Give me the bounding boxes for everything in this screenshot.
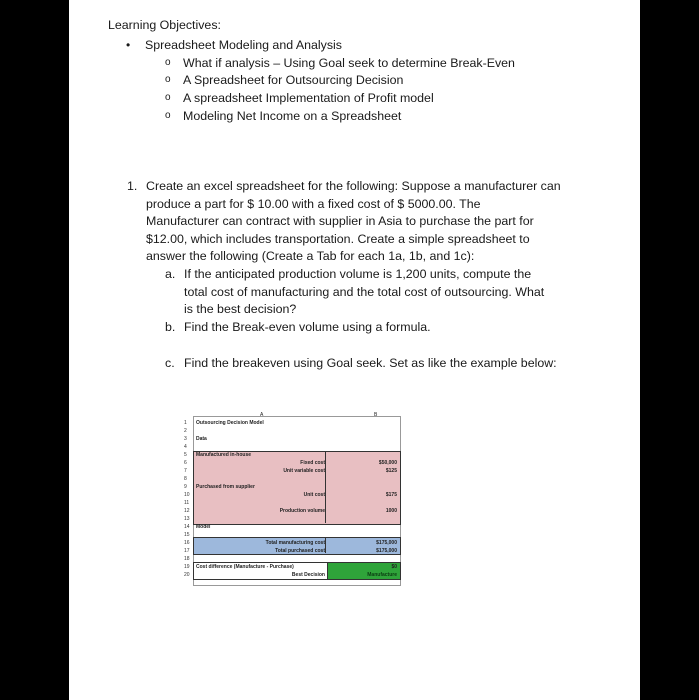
row-number: 3 [184, 436, 187, 442]
question-line: $12.00, which includes transportation. Create a simple spreadsheet to [146, 232, 530, 246]
data-block-divider [325, 451, 326, 523]
question-number: 1. [127, 179, 138, 193]
row-number: 12 [184, 508, 190, 514]
part-b-text: Find the Break-even volume using a formula. [184, 320, 431, 334]
unit-variable-cost-value: $125 [385, 468, 397, 474]
objective-item: A Spreadsheet for Outsourcing Decision [183, 73, 404, 87]
row-number: 19 [184, 564, 190, 570]
row-number: 2 [184, 428, 187, 434]
column-header-b: B [374, 412, 378, 418]
row-number: 15 [184, 532, 190, 538]
part-a-label: a. [165, 267, 176, 281]
question-line: answer the following (Create a Tab for each 1a, 1b, and 1c): [146, 249, 475, 263]
cost-difference-label: Cost difference (Manufacture - Purchase) [196, 564, 294, 570]
sheet-title: Outsourcing Decision Model [196, 420, 264, 426]
row-number: 8 [184, 476, 187, 482]
question-line: Create an excel spreadsheet for the following: Suppose a manufacturer can [146, 179, 561, 193]
row-number: 17 [184, 548, 190, 554]
objective-item: Modeling Net Income on a Spreadsheet [183, 109, 402, 123]
total-purchased-label: Total purchased cost [275, 548, 325, 554]
row-number: 14 [184, 524, 190, 530]
row-number: 9 [184, 484, 187, 490]
fixed-cost-label: Fixed cost [300, 460, 325, 466]
part-c-text: Find the breakeven using Goal seek. Set as like the example below: [184, 356, 557, 370]
purchased-label: Purchased from supplier [196, 484, 255, 490]
sub-bullet-3: o [165, 92, 171, 103]
row-number: 18 [184, 556, 190, 562]
part-a-line: If the anticipated production volume is 1,200 units, compute the [184, 267, 532, 281]
best-decision-value: Manufacture [367, 572, 397, 578]
row-number: 10 [184, 492, 190, 498]
part-b-label: b. [165, 320, 176, 334]
part-a-line: total cost of manufacturing and the total cost of outsourcing. What [184, 285, 545, 299]
row-number: 1 [184, 420, 187, 426]
total-manufacturing-value: $175,000 [376, 540, 397, 546]
column-header-a: A [260, 412, 264, 418]
model-block-divider [325, 537, 326, 553]
production-volume-label: Production volume [279, 508, 325, 514]
fixed-cost-value: $50,000 [378, 460, 397, 466]
manufactured-label: Manufactured in-house [196, 452, 252, 458]
question-line: Manufacturer can contract with supplier in Asia to purchase the part for [146, 214, 534, 228]
row-number: 6 [184, 460, 187, 466]
document-page [69, 0, 640, 700]
row-number: 5 [184, 452, 187, 458]
total-manufacturing-label: Total manufacturing cost [265, 540, 325, 546]
best-decision-label: Best Decision [291, 572, 325, 578]
objective-item: What if analysis – Using Goal seek to determine Break-Even [183, 56, 515, 70]
row-number: 7 [184, 468, 187, 474]
objectives-bullet: Spreadsheet Modeling and Analysis [145, 38, 343, 52]
bullet-dot: • [126, 38, 131, 52]
spreadsheet-example [184, 411, 399, 584]
objectives-heading: Learning Objectives: [108, 18, 221, 32]
part-c-label: c. [165, 356, 175, 370]
row-number: 20 [184, 572, 190, 578]
cost-difference-value: $0 [391, 564, 397, 570]
sub-bullet-2: o [165, 74, 171, 85]
production-volume-value: 1000 [385, 508, 397, 514]
row-number: 4 [184, 444, 187, 450]
objective-item: A spreadsheet Implementation of Profit model [183, 91, 434, 105]
model-label: Model [196, 524, 211, 530]
unit-cost-value: $175 [385, 492, 397, 498]
sub-bullet-1: o [165, 57, 171, 68]
data-label: Data [196, 436, 207, 442]
part-a-line: is the best decision? [184, 302, 297, 316]
row-number: 16 [184, 540, 190, 546]
sub-bullet-4: o [165, 110, 171, 121]
row-number: 13 [184, 516, 190, 522]
row-number: 11 [184, 500, 190, 506]
unit-variable-cost-label: Unit variable cost [283, 468, 325, 474]
total-purchased-value: $175,000 [376, 548, 397, 554]
question-line: produce a part for $ 10.00 with a fixed cost of $ 5000.00. The [146, 197, 481, 211]
unit-cost-label: Unit cost [303, 492, 325, 498]
